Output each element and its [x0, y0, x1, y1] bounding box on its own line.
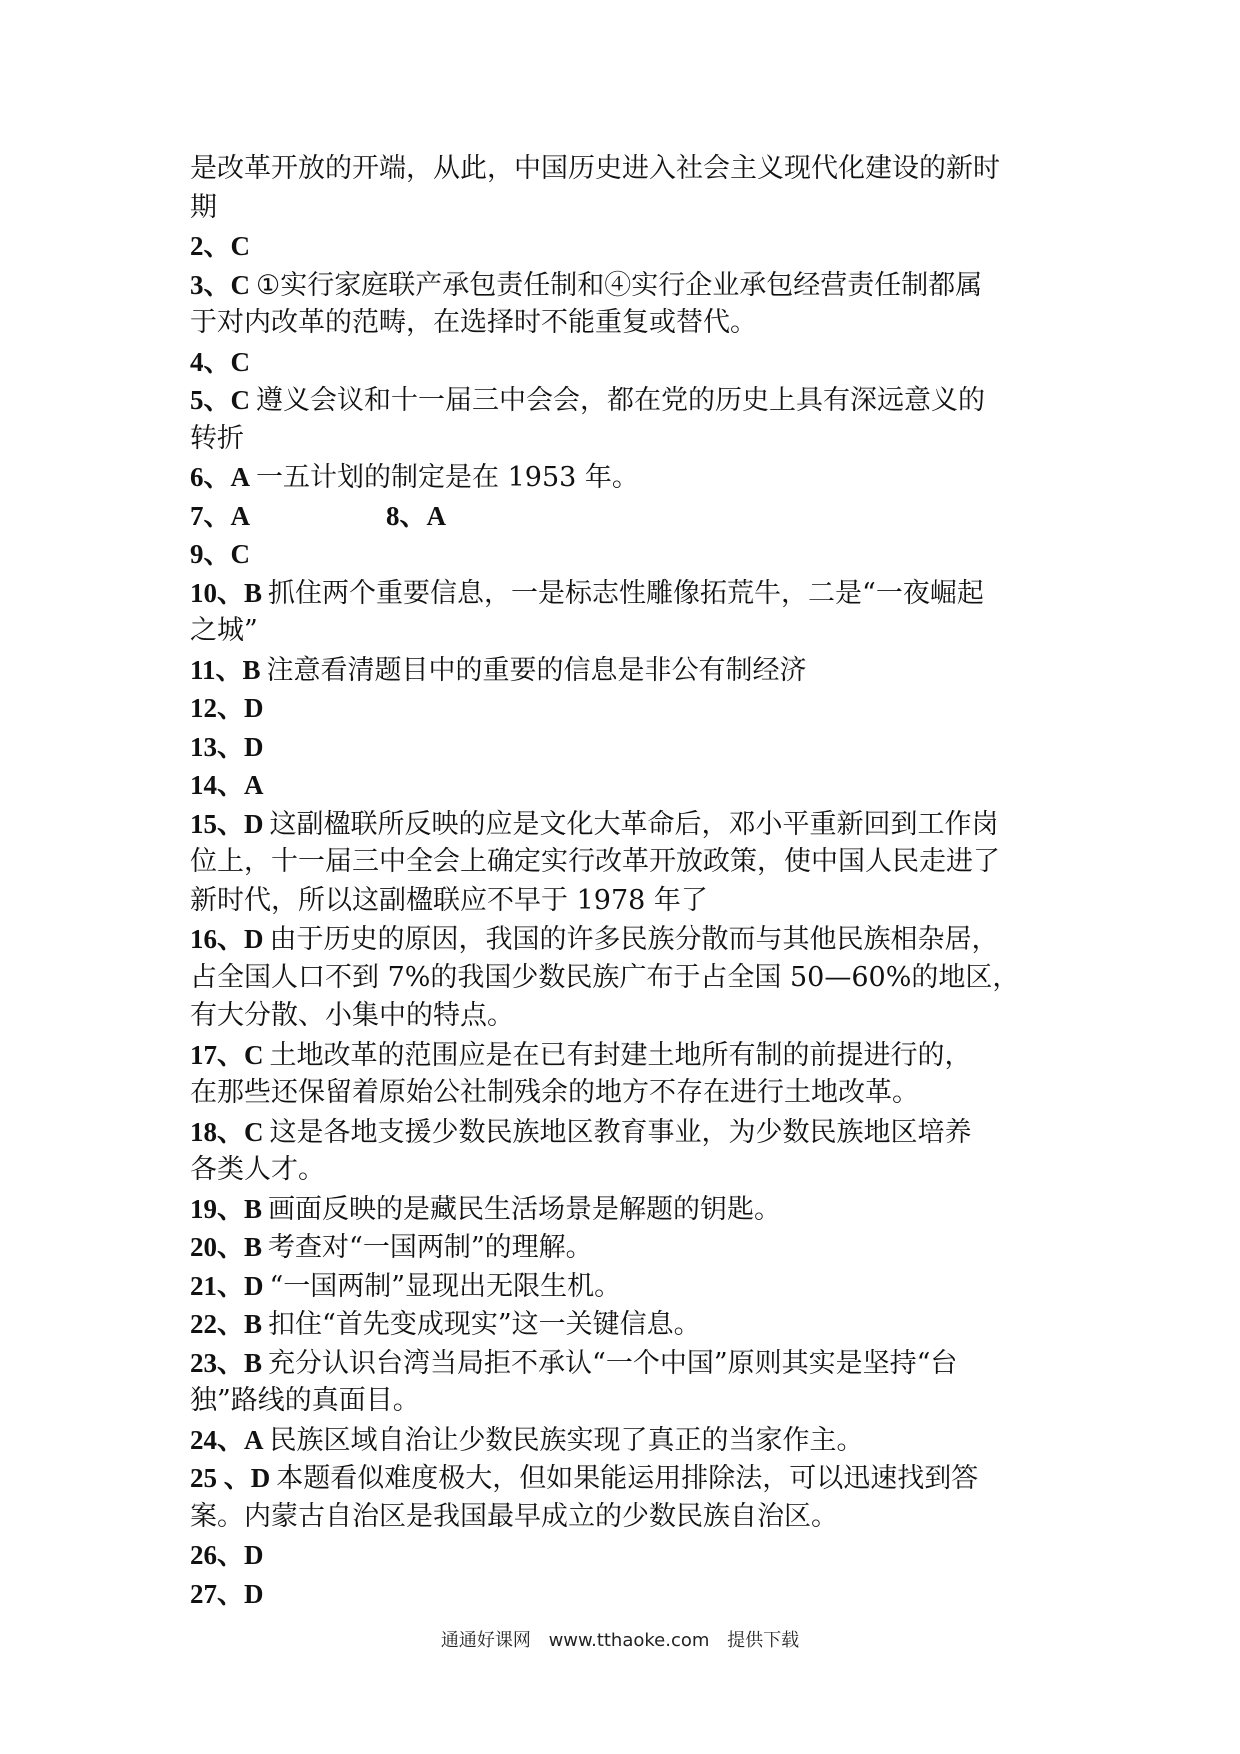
answer-line [190, 766, 1060, 805]
answer-letter: D [244, 1540, 264, 1570]
answer-letter: C [244, 1039, 264, 1070]
explanation-text: 画面反映的是藏民生活场景是解题的钥匙。 [268, 1193, 782, 1225]
answer-letter: D [244, 1578, 264, 1609]
answer-line [190, 1459, 1060, 1498]
explanation-text: 占全国人口不到 7%的我国少数民族广布于占全国 50—60%的地区， [190, 961, 1020, 993]
answer-letter: D [244, 693, 264, 723]
answer-line [190, 1498, 1060, 1537]
question-number: 15、 [190, 808, 244, 839]
question-number: 16、 [190, 924, 244, 954]
question-number: 12、 [190, 693, 244, 723]
question-number: 3、 [190, 269, 231, 300]
answer-line [190, 1074, 1060, 1113]
answer-line [190, 843, 1060, 882]
question-number: 14、 [190, 770, 244, 800]
answer-line [190, 1190, 1060, 1229]
answer-letter: A [230, 462, 250, 492]
answer-line [190, 959, 1060, 998]
answer-letter: D [250, 1463, 271, 1493]
page-footer [0, 1626, 1240, 1652]
answer-letter: C [230, 269, 250, 300]
answer-line [190, 150, 1060, 189]
question-number: 11、 [190, 654, 243, 685]
explanation-text: 考查对“一国两制”的理解。 [268, 1232, 593, 1263]
question-number: 21、 [190, 1270, 244, 1301]
explanation-text: 之城” [190, 615, 258, 646]
answer-line [190, 189, 1060, 228]
question-number: 13、 [190, 731, 244, 762]
question-number: 8、 [386, 500, 427, 531]
question-number: 9、 [190, 539, 231, 569]
answer-line [190, 997, 1060, 1036]
answer-letter: C [230, 385, 250, 415]
explanation-text: 民族区域自治让少数民族实现了真正的当家作主。 [269, 1424, 864, 1456]
question-number: 23、 [190, 1347, 244, 1378]
footer-site-name: 通通好课网 [440, 1630, 531, 1651]
footer-suffix: 提供下载 [727, 1630, 800, 1651]
answer-line [190, 497, 1060, 536]
explanation-text: 案。内蒙古自治区是我国最早成立的少数民族自治区。 [190, 1500, 838, 1532]
answer-line [190, 651, 1060, 690]
explanation-text: 扣住“首先变成现实”这一关键信息。 [268, 1309, 701, 1340]
answer-line [190, 728, 1060, 767]
answer-line [190, 574, 1060, 613]
answer-letter: D [244, 924, 264, 954]
answer-line [190, 458, 1060, 497]
answer-letter: C [230, 346, 250, 377]
question-number: 17、 [190, 1039, 244, 1070]
explanation-text: 充分认识台湾当局拒不承认“一个中国”原则其实是坚持“台 [268, 1347, 958, 1379]
question-number: 6、 [190, 462, 231, 492]
explanation-text: 这副楹联所反映的应是文化大革命后，邓小平重新回到工作岗 [269, 808, 999, 840]
answer-line [190, 1421, 1060, 1460]
question-number: 5、 [190, 385, 231, 415]
explanation-text: 土地改革的范围应是在已有封建土地所有制的前提进行的， [269, 1039, 972, 1071]
footer-url[interactable]: www.tthaoke.com [548, 1630, 710, 1651]
answer-line [190, 535, 1060, 574]
question-number: 25 、 [190, 1463, 251, 1493]
answer-letter: B [244, 577, 263, 608]
answer-letter: B [242, 654, 261, 685]
explanation-text: 在那些还保留着原始公社制残余的地方不存在进行土地改革。 [190, 1077, 919, 1108]
answer-line [190, 612, 1060, 651]
answer-line [190, 227, 1060, 266]
answer-line [190, 805, 1060, 844]
answer-line [190, 1113, 1060, 1152]
explanation-text: 各类人才。 [190, 1154, 325, 1185]
explanation-text: 本题看似难度极大，但如果能运用排除法，可以迅速找到答 [276, 1463, 979, 1494]
answer-letter: B [244, 1309, 263, 1339]
answer-line [190, 1267, 1060, 1306]
explanation-text: 有大分散、小集中的特点。 [190, 1000, 514, 1031]
answer-letter: B [244, 1193, 263, 1224]
answer-list [190, 150, 1060, 1613]
explanation-text: 期 [190, 191, 217, 223]
answer-letter: D [244, 1270, 264, 1301]
answer-letter: A [244, 770, 264, 800]
answer-line [190, 1151, 1060, 1190]
answer-line [190, 1536, 1060, 1575]
explanation-text: 注意看清题目中的重要的信息是非公有制经济 [266, 654, 807, 686]
question-number: 20、 [190, 1232, 244, 1262]
explanation-text: 这是各地支援少数民族地区教育事业，为少数民族地区培养 [269, 1116, 972, 1148]
explanation-text: 抓住两个重要信息，一是标志性雕像拓荒牛，二是“一夜崛起 [268, 577, 984, 609]
explanation-text: 转折 [190, 422, 244, 454]
answer-letter: D [244, 808, 264, 839]
explanation-text: ①实行家庭联产承包责任制和④实行企业承包经营责任制都属 [256, 269, 983, 301]
explanation-text: “一国两制”显现出无限生机。 [269, 1270, 622, 1302]
question-number: 4、 [190, 346, 231, 377]
answer-letter: C [230, 231, 250, 261]
answer-line [190, 381, 1060, 420]
answer-letter: C [230, 539, 250, 569]
answer-line [190, 343, 1060, 382]
explanation-text: 由于历史的原因，我国的许多民族分散而与其他民族相杂居， [269, 924, 999, 955]
explanation-text: 新时代，所以这副楹联应不早于 1978 年了 [190, 884, 708, 916]
question-number: 19、 [190, 1193, 244, 1224]
answer-letter: B [244, 1347, 263, 1378]
answer-letter: B [244, 1232, 263, 1262]
answer-line [190, 1228, 1060, 1267]
answer-line [190, 920, 1060, 959]
answer-letter: A [244, 1424, 264, 1455]
answer-letter: D [244, 731, 264, 762]
answer-line [190, 1382, 1060, 1421]
answer-letter: C [244, 1116, 264, 1147]
answer-line [190, 1344, 1060, 1383]
explanation-text: 独”路线的真面目。 [190, 1385, 420, 1416]
answer-line [190, 1036, 1060, 1075]
explanation-text: 于对内改革的范畴，在选择时不能重复或替代。 [190, 307, 757, 338]
explanation-text: 是改革开放的开端，从此，中国历史进入社会主义现代化建设的新时 [190, 153, 1000, 184]
explanation-text: 遵义会议和十一届三中会会，都在党的历史上具有深远意义的 [256, 385, 985, 416]
answer-line [190, 304, 1060, 343]
question-number: 10、 [190, 577, 244, 608]
question-number: 22、 [190, 1309, 244, 1339]
question-number: 2、 [190, 231, 231, 261]
answer-line [190, 689, 1060, 728]
question-number: 27、 [190, 1578, 244, 1609]
explanation-text: 位上，十一届三中全会上确定实行改革开放政策，使中国人民走进了 [190, 846, 1000, 877]
question-number: 26、 [190, 1540, 244, 1570]
answer-letter: A [426, 500, 446, 531]
question-number: 18、 [190, 1116, 244, 1147]
answer-line [190, 420, 1060, 459]
explanation-text: 一五计划的制定是在 1953 年。 [256, 462, 639, 493]
answer-line [190, 1305, 1060, 1344]
answer-line [190, 266, 1060, 305]
question-number: 24、 [190, 1424, 244, 1455]
question-number: 7、 [190, 500, 231, 531]
answer-letter: A [230, 500, 250, 531]
answer-line [190, 882, 1060, 921]
answer-line [190, 1575, 1060, 1614]
